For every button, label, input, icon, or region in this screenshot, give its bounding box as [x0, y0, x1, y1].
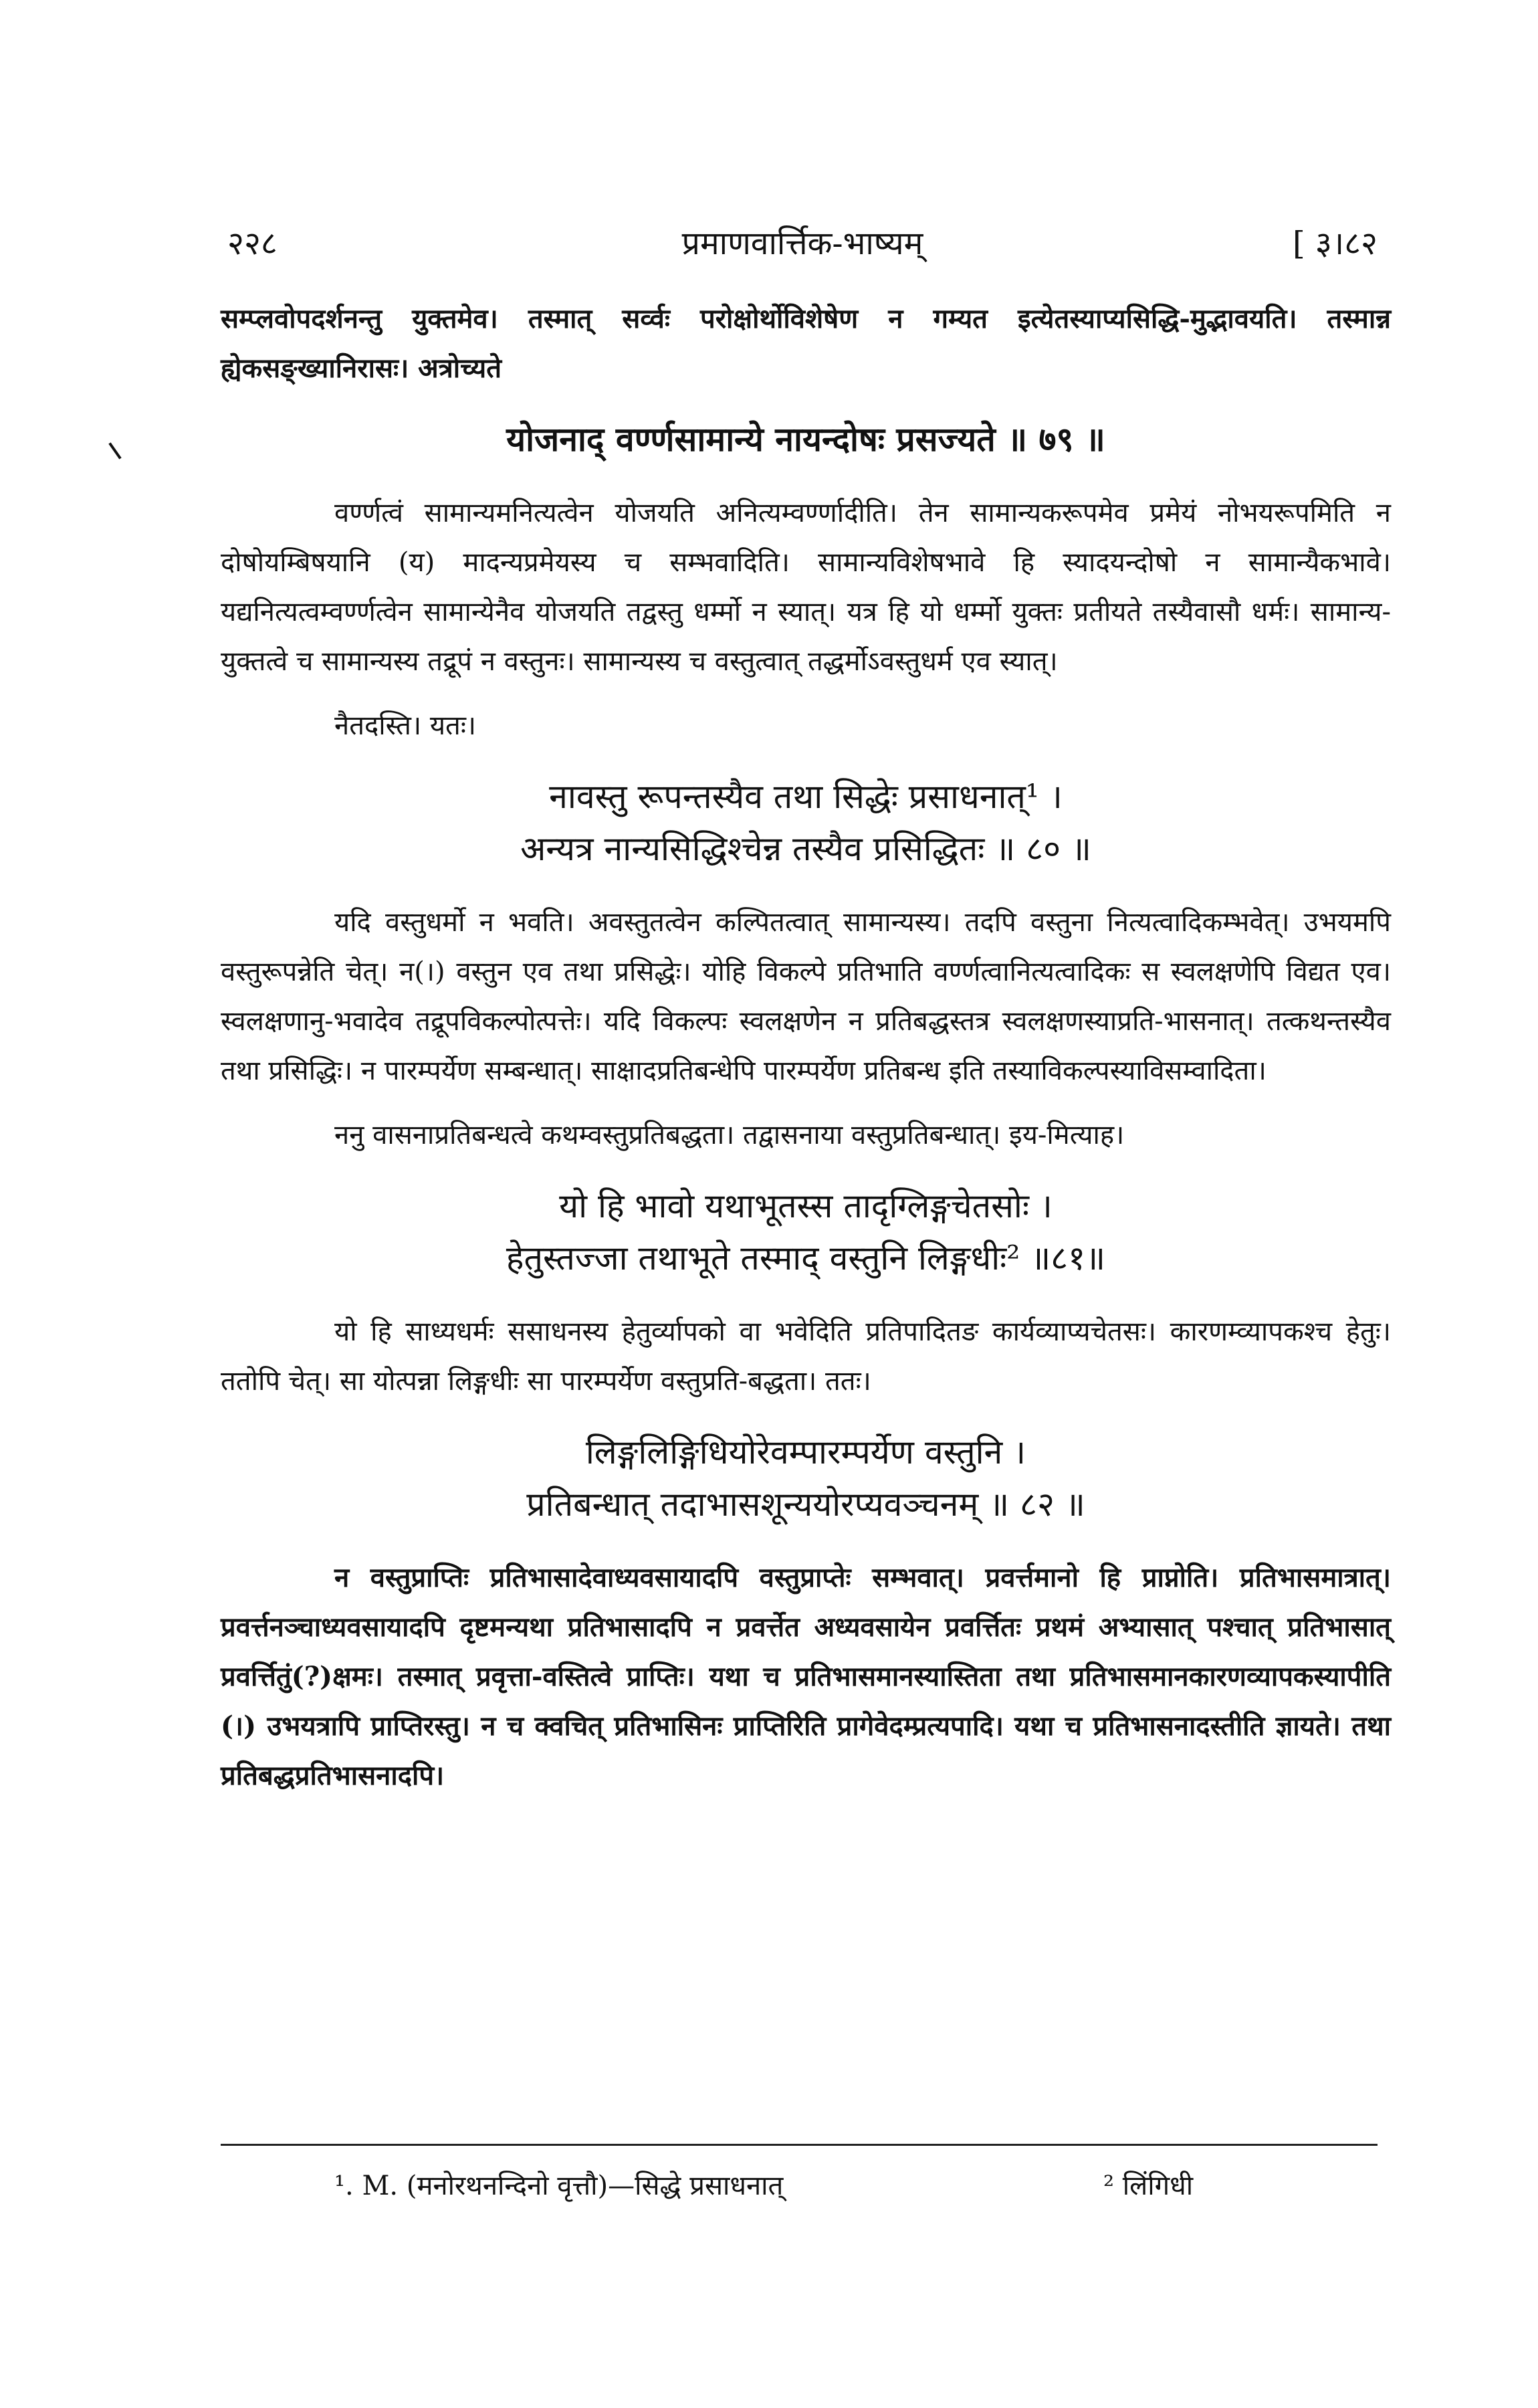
paragraph: न वस्तुप्राप्तिः प्रतिभासादेवाध्यवसायादपि वस्तुप्राप्तेः सम्भवात्। प्रवर्त्तमानो हि प्राप्नोति। प्रतिभासमात्रात्। प्रवर्त्तनञ्चाध्यवसायादपि दृष्टमन्यथा प्रतिभासादपि न प्रवर्त्तेत अध्यवसायेन प्रवर्त्तितः प्रथमं अभ्यासात् पश्चात् प्रतिभासात् प्रवर्त्तितुं(?)क्षमः। तस्मात् प्रवृत्ता-वस्तित्वे प्राप्तिः। यथा च प्रतिभासमानस्यास्तिता तथा प्रतिभासमानकारणव्यापकस्यापीति (।) उभयत्रापि प्राप्तिरस्तु। न च क्वचित् प्रतिभासिनः प्राप्तिरिति प्रागेवेदम्प्रत्यपादि। यथा च प्रतिभासनादस्तीति ज्ञायते। तथा प्रतिबद्धप्रतिभासनादपि।: [221, 1562, 1391, 1791]
page-number: २२८: [227, 225, 278, 262]
footnote-divider: [221, 2144, 1378, 2146]
verse-line: प्रतिबन्धात् तदाभासशून्ययोरप्यवञ्चनम् ॥ ८२ ॥: [526, 1485, 1085, 1524]
margin-mark: [108, 442, 121, 459]
verse-line: नावस्तु रूपन्तस्यैव तथा सिद्धेः प्रसाधनात्¹ ।: [549, 777, 1063, 816]
main-text: [221, 294, 1391, 1815]
paragraph: नैतदस्ति। यतः।: [334, 710, 477, 741]
verse-line: यो हि भावो यथाभूतस्स तादृग्लिङ्गचेतसोः ।: [559, 1187, 1053, 1225]
paragraph: वर्ण्णत्वं सामान्यमनित्यत्वेन योजयति अनित्यम्वर्ण्णादीति। तेन सामान्यकरूपमेव प्रमेयं नोभयरूपमिति न दोषोयम्बिषयानि (य) मादन्यप्रमेयस्य च सम्भवादिति। सामान्यविशेषभावे हि स्यादयन्दोषो न सामान्यैकभावे। यद्यनित्यत्वम्वर्ण्णत्वेन सामान्येनैव योजयति तद्वस्तु धर्म्मो न स्यात्। यत्र हि यो धर्म्मो युक्तः प्रतीयते तस्यैवासौ धर्मः। सामान्य-युक्तत्वे च सामान्यस्य तद्रूपं न वस्तुनः। सामान्यस्य च वस्तुत्वात् तद्धर्मोऽवस्तुधर्म एव स्यात्।: [221, 498, 1391, 677]
verse-82: [221, 1426, 1391, 1530]
section-reference: [ ३।८२: [1292, 225, 1378, 262]
running-title: प्रमाणवार्त्तिक-भाष्यम्: [681, 225, 923, 262]
verse-line: हेतुस्तज्जा तथाभूते तस्माद् वस्तुनि लिङ्गधीः² ॥८१॥: [506, 1239, 1106, 1278]
paragraph: ननु वासनाप्रतिबन्धत्वे कथम्वस्तुप्रतिबद्धता। तद्वासनाया वस्तुप्रतिबन्धात्। इय-मित्याह।: [334, 1120, 1125, 1150]
footnotes: [221, 2166, 1378, 2213]
paragraph: यो हि साध्यधर्मः ससाधनस्य हेतुर्व्यापको वा भवेदिति प्रतिपादितङ कार्यव्याप्यचेतसः। कारणम्व्यापकश्च हेतुः। ततोपि चेत्। सा योत्पन्ना लिङ्गधीः सा पारम्पर्येण वस्तुप्रति-बद्धता। ततः।: [221, 1316, 1391, 1397]
verse-80: [221, 771, 1391, 875]
verse-line: योजनाद् वर्ण्णसामान्ये नायन्दोषः प्रसज्यते ॥ ७९ ॥: [506, 419, 1105, 459]
footnote-2: ² लिंगिधी: [1103, 2171, 1194, 2201]
verse-line: लिङ्गलिङ्गिधियोरेवम्पारम्पर्येण वस्तुनि ।: [585, 1433, 1026, 1472]
running-header: [227, 221, 1378, 268]
verse-81: [221, 1180, 1391, 1284]
paragraph: सम्प्लवोपदर्शनन्तु युक्तमेव। तस्मात् सर्व्वः परोक्षोर्थोविशेषेण न गम्यत इत्येतस्याप्यसिद्धि-मुद्भावयति। तस्मान्न ह्येकसङ्ख्यानिरासः। अत्रोच्यते: [221, 303, 1391, 384]
footnote-1: ¹. M. (मनोरथनन्दिनो वृत्तौ)—सिद्धे प्रसाधनात्: [334, 2171, 784, 2201]
verse-79: [221, 413, 1391, 466]
verse-line: अन्यत्र नान्यसिद्धिश्चेन्न तस्यैव प्रसिद्धितः ॥ ८० ॥: [520, 829, 1091, 868]
paragraph: यदि वस्तुधर्मो न भवति। अवस्तुतत्वेन कल्पितत्वात् सामान्यस्य। तदपि वस्तुना नित्यत्वादिकम्भवेत्। उभयमपि वस्तुरूपन्नेति चेत्। न(।) वस्तुन एव तथा प्रसिद्धेः। योहि विकल्पे प्रतिभाति वर्ण्णत्वानित्यत्वादिकः स स्वलक्षणेपि विद्यत एव। स्वलक्षणानु-भवादेव तद्रूपविकल्पोत्पत्तेः। यदि विकल्पः स्वलक्षणेन न प्रतिबद्धस्तत्र स्वलक्षणस्याप्रति-भासनात्। तत्कथन्तस्यैव तथा प्रसिद्धिः। न पारम्पर्येण सम्बन्धात्। साक्षादप्रतिबन्धेपि पारम्पर्येण प्रतिबन्ध इति तस्याविकल्पस्याविसम्वादिता।: [221, 907, 1391, 1086]
